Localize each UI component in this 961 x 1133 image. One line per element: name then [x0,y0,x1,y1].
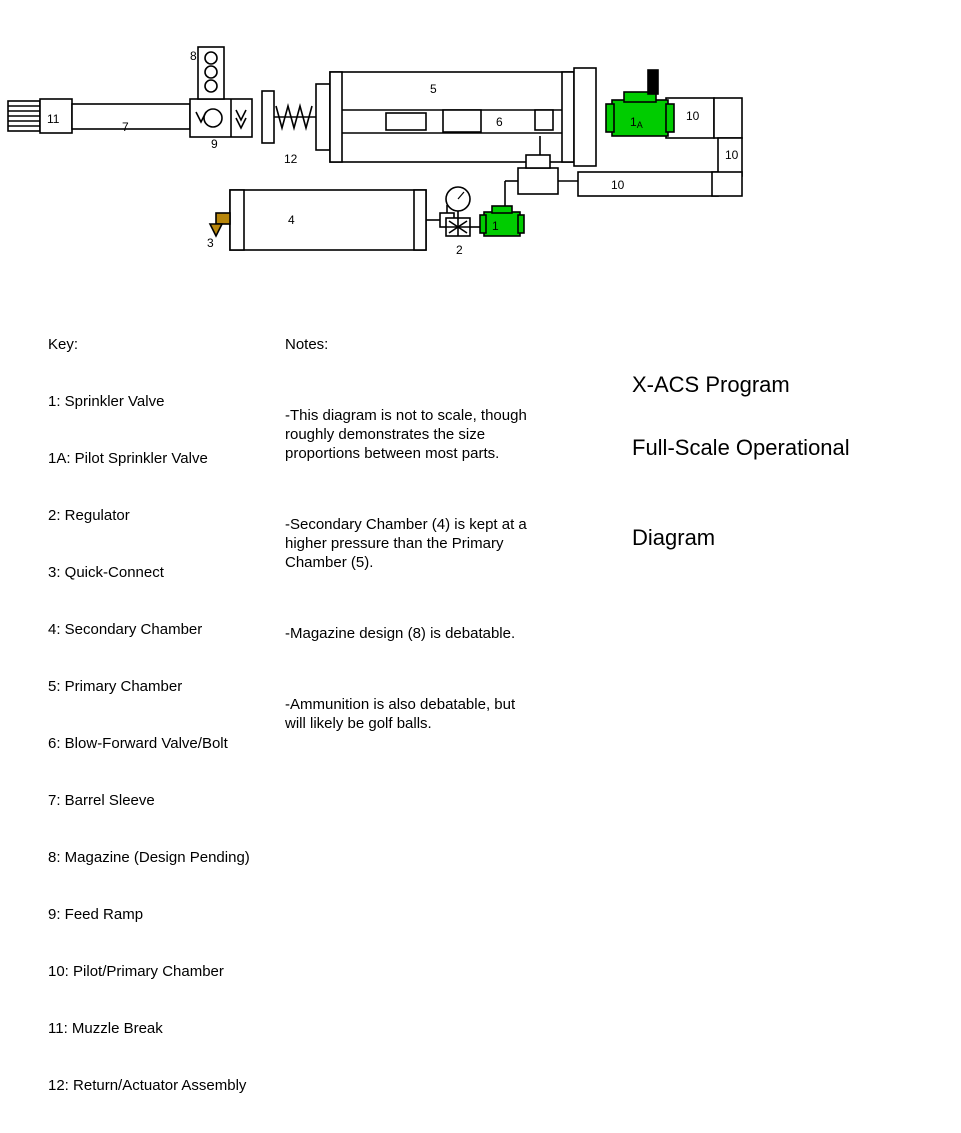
key-item-8: 8: Magazine (Design Pending) [48,849,250,866]
magazine-round-2 [205,66,217,78]
key-item-11: 11: Muzzle Break [48,1020,163,1037]
primary-chamber-cap-right [562,72,574,162]
title-program-name: X-ACS Program [632,372,790,397]
key-item-3: 3: Quick-Connect [48,564,164,581]
secondary-chamber-cap-left [230,190,244,250]
key-item-10: 10: Pilot/Primary Chamber [48,963,224,980]
secondary-chamber-cap-right [414,190,426,250]
bolt-segment-1 [386,113,426,130]
callout-11: 11 [47,112,60,126]
callout-12: 12 [284,152,298,166]
pilot-chamber-cap-top [714,98,742,138]
bolt-segment-3 [535,110,553,130]
note-paragraph-3: -Magazine design (8) is debatable. [285,625,516,642]
note-paragraph-2: -Secondary Chamber (4) is kept at a higher pressure than the Primary Chamber (5). [285,516,531,571]
key-legend [48,297,273,1133]
primary-chamber-flange-right [574,68,596,166]
callout-7: 7 [122,120,129,134]
key-item-12: 12: Return/Actuator Assembly [48,1077,247,1094]
key-item-2: 2: Regulator [48,507,130,524]
callout-4: 4 [288,213,295,227]
bolt-segment-2 [443,110,481,132]
callout-10-riser: 10 [725,148,739,162]
secondary-chamber-body [230,190,426,250]
key-item-5: 5: Primary Chamber [48,678,183,695]
pilot-chamber-cap-bottom [712,172,742,196]
tee-fitting-neck [526,155,550,168]
callout-8: 8 [190,49,197,63]
notes-heading: Notes: [285,336,329,353]
note-paragraph-4: -Ammunition is also debatable, but will likely be golf balls. [285,696,520,732]
key-item-4: 4: Secondary Chamber [48,621,203,638]
callout-9: 9 [211,137,218,151]
magazine-round-1 [205,52,217,64]
tee-fitting-body [518,168,558,194]
note-paragraph-1: -This diagram is not to scale, though roughly demonstrates the size proportions between most parts. [285,407,531,462]
quick-connect-fitting [216,213,230,224]
callout-10-top: 10 [686,109,700,123]
spring-end-plate-right [316,84,330,150]
magazine-round-3 [205,80,217,92]
callout-2: 2 [456,243,463,257]
key-item-1: 1: Sprinkler Valve [48,393,165,410]
pilot-chamber-tube-bottom [578,172,718,196]
callout-1a: 1A [630,115,643,130]
callout-1: 1 [492,219,499,233]
barrel-sleeve [72,104,190,129]
callout-5: 5 [430,82,437,96]
spring-end-plate-left [262,91,274,143]
diagram-title [632,373,922,613]
key-item-9: 9: Feed Ramp [48,906,144,923]
callout-3: 3 [207,236,214,250]
callout-10-bottom: 10 [611,178,625,192]
feed-ramp-port [204,109,222,127]
key-item-1a: 1A: Pilot Sprinkler Valve [48,450,208,467]
title-line-2: Full-Scale Operational [632,435,850,460]
sprinkler-valve-1 [480,206,524,236]
quick-connect-nipple [210,224,222,236]
notes-section [285,297,535,771]
key-heading: Key: [48,336,79,353]
callout-6: 6 [496,115,503,129]
key-item-6: 6: Blow-Forward Valve/Bolt [48,735,228,752]
title-line-3: Diagram [632,525,716,550]
key-item-7: 7: Barrel Sleeve [48,792,155,809]
primary-chamber-cap-left [330,72,342,162]
